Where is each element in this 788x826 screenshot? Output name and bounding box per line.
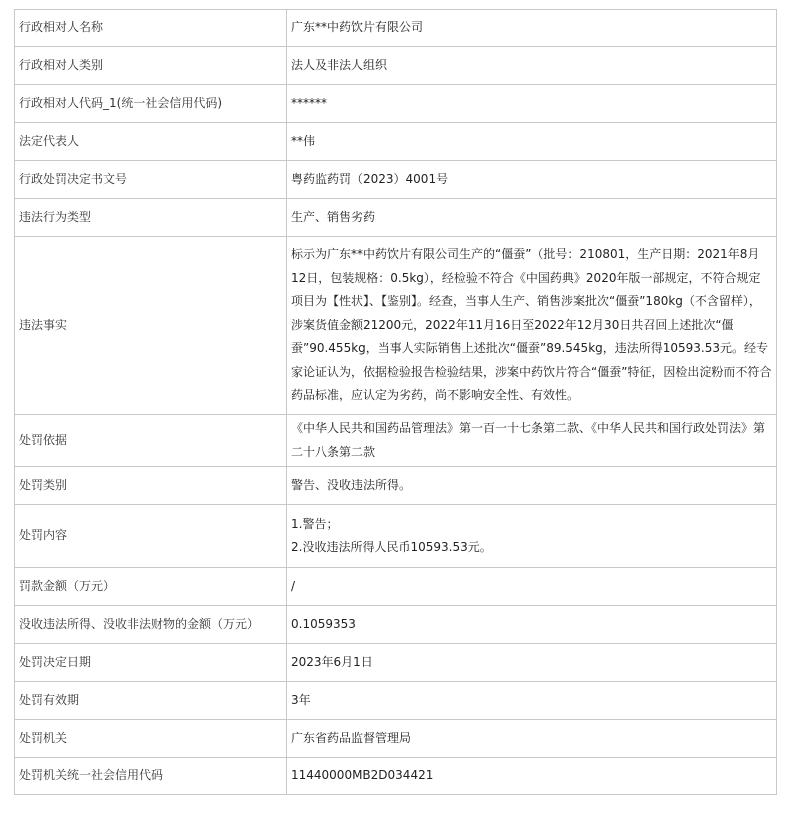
row-label: 处罚类别 xyxy=(15,467,287,505)
row-value: 警告、没收违法所得。 xyxy=(287,467,777,505)
row-value: 《中华人民共和国药品管理法》第一百一十七条第二款、《中华人民共和国行政处罚法》第二十八条第二款 xyxy=(287,415,777,467)
row-party-name xyxy=(15,10,777,47)
row-penalty-basis xyxy=(15,415,777,467)
row-label: 处罚机关统一社会信用代码 xyxy=(15,758,287,795)
row-value: 标示为广东**中药饮片有限公司生产的“僵蚕”（批号：210801，生产日期：2021年8月12日，包装规格：0.5kg），经检验不符合《中国药典》2020年版一部规定，不符合规定项目为【性状】、【鉴别】。经查，当事人生产、销售涉案批次“僵蚕”180kg（不含留样），涉案货值金额21200元，2022年11月16日至2022年12月30日共召回上述批次“僵蚕”90.455kg，当事人实际销售上述批次“僵蚕”89.545kg，违法所得10593.53元。经专家论证认为，依据检验报告检验结果，涉案中药饮片符合“僵蚕”特征，因检出淀粉而不符合药品标准，应认定为劣药，尚不影响安全性、有效性。 xyxy=(287,237,777,415)
row-confiscated-amount xyxy=(15,606,777,644)
row-label: 法定代表人 xyxy=(15,123,287,161)
row-label: 罚款金额（万元） xyxy=(15,568,287,606)
row-value: 广东**中药饮片有限公司 xyxy=(287,10,777,47)
row-label: 处罚决定日期 xyxy=(15,644,287,682)
row-penalty-content xyxy=(15,505,777,568)
row-label: 处罚内容 xyxy=(15,505,287,568)
row-value xyxy=(287,505,777,568)
row-legal-representative xyxy=(15,123,777,161)
row-value: 3年 xyxy=(287,682,777,720)
row-value: ****** xyxy=(287,85,777,123)
row-label: 行政处罚决定书文号 xyxy=(15,161,287,199)
row-label: 处罚机关 xyxy=(15,720,287,758)
penalty-content-line: 2.没收违法所得人民币10593.53元。 xyxy=(291,540,492,554)
row-label: 处罚依据 xyxy=(15,415,287,467)
row-authority-code xyxy=(15,758,777,795)
row-value: 11440000MB2D034421 xyxy=(287,758,777,795)
row-value: / xyxy=(287,568,777,606)
row-value: 广东省药品监督管理局 xyxy=(287,720,777,758)
row-value: 法人及非法人组织 xyxy=(287,47,777,85)
row-violation-type xyxy=(15,199,777,237)
row-label: 行政相对人类别 xyxy=(15,47,287,85)
row-label: 违法事实 xyxy=(15,237,287,415)
row-label: 违法行为类型 xyxy=(15,199,287,237)
row-party-type xyxy=(15,47,777,85)
row-value: 2023年6月1日 xyxy=(287,644,777,682)
row-value: 粤药监药罚（2023）4001号 xyxy=(287,161,777,199)
row-decision-number xyxy=(15,161,777,199)
row-label: 行政相对人代码_1(统一社会信用代码) xyxy=(15,85,287,123)
row-label: 处罚有效期 xyxy=(15,682,287,720)
row-label: 没收违法所得、没收非法财物的金额（万元） xyxy=(15,606,287,644)
row-authority xyxy=(15,720,777,758)
row-fine-amount xyxy=(15,568,777,606)
penalty-record-table xyxy=(14,9,777,795)
row-party-code xyxy=(15,85,777,123)
row-value: 生产、销售劣药 xyxy=(287,199,777,237)
row-decision-date xyxy=(15,644,777,682)
row-value: 0.1059353 xyxy=(287,606,777,644)
row-label: 行政相对人名称 xyxy=(15,10,287,47)
penalty-content-line: 1.警告； xyxy=(291,516,339,531)
row-validity-period xyxy=(15,682,777,720)
row-value: **伟 xyxy=(287,123,777,161)
row-penalty-category xyxy=(15,467,777,505)
row-violation-facts xyxy=(15,237,777,415)
